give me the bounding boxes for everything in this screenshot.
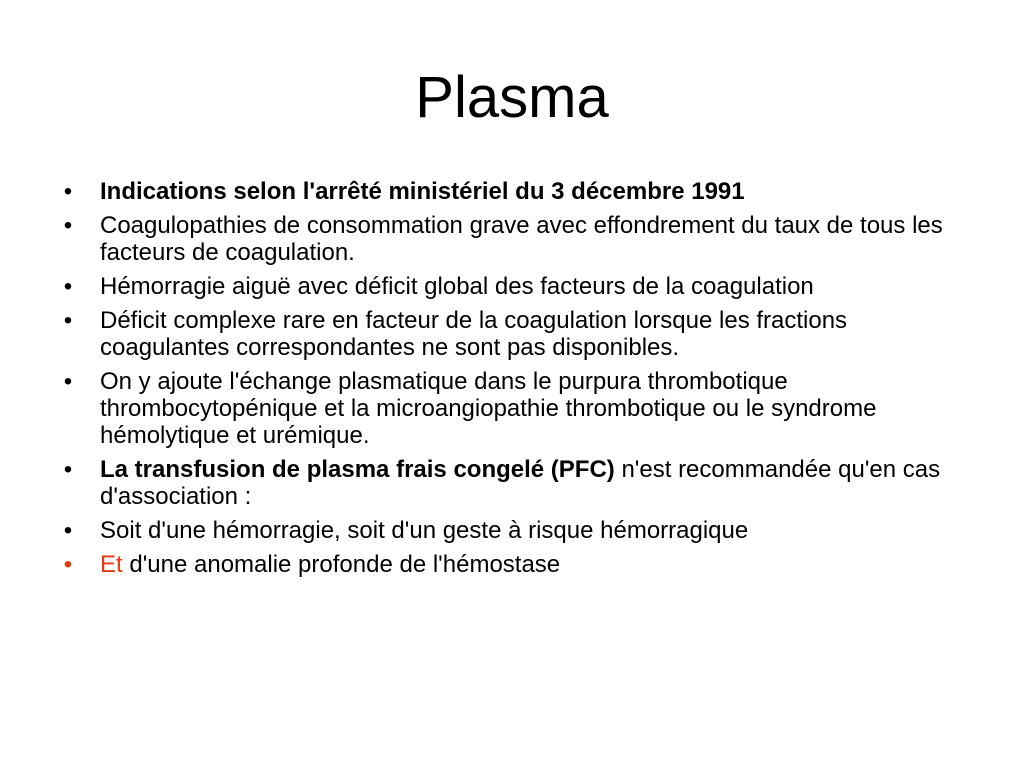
bullet-icon: • — [63, 307, 73, 334]
bullet-item-hemorragie — [58, 273, 978, 300]
bullet-item-transfusion-pfc — [58, 456, 978, 510]
bullet-icon: • — [63, 551, 73, 578]
bullet-bold-text: Indications selon l'arrêté ministériel du 3 décembre 1991 — [100, 178, 745, 205]
bullet-text: Coagulopathies de consommation grave avec effondrement du taux de tous les facteurs de coagulation. — [100, 212, 943, 266]
bullet-icon: • — [63, 273, 73, 300]
bullet-item-risque-hemorragique — [58, 517, 978, 544]
bullet-text: Soit d'une hémorragie, soit d'un geste à risque hémorragique — [100, 517, 749, 544]
bullet-item-deficit — [58, 307, 978, 361]
bullet-text: On y ajoute l'échange plasmatique dans le purpura thrombotique thrombocytopénique et la microangiopathie thrombotique ou le syndrome hémolytique et urémique. — [100, 368, 877, 449]
bullet-bold-text: La transfusion de plasma frais congelé (PFC) — [100, 456, 615, 483]
bullet-icon: • — [63, 368, 73, 395]
bullet-item-indications — [58, 178, 978, 205]
bullet-text: Hémorragie aiguë avec déficit global des facteurs de la coagulation — [100, 273, 814, 300]
bullet-item-anomalie-hemostase — [58, 551, 978, 578]
bullet-text: n'est recommandée qu'en cas d'association : — [100, 456, 941, 510]
bullet-item-echange-plasmatique — [58, 368, 978, 449]
bullet-text: d'une anomalie profonde de l'hémostase — [122, 551, 561, 578]
bullet-icon: • — [63, 517, 73, 544]
slide-title: Plasma — [415, 65, 609, 130]
bullet-icon: • — [63, 178, 73, 205]
bullet-list — [58, 178, 978, 585]
bullet-item-coagulopathies — [58, 212, 978, 266]
bullet-icon: • — [63, 212, 73, 239]
bullet-text: Déficit complexe rare en facteur de la coagulation lorsque les fractions coagulantes correspondantes ne sont pas disponibles. — [100, 307, 848, 361]
bullet-icon: • — [63, 456, 73, 483]
bullet-accent-text: Et — [100, 551, 123, 578]
